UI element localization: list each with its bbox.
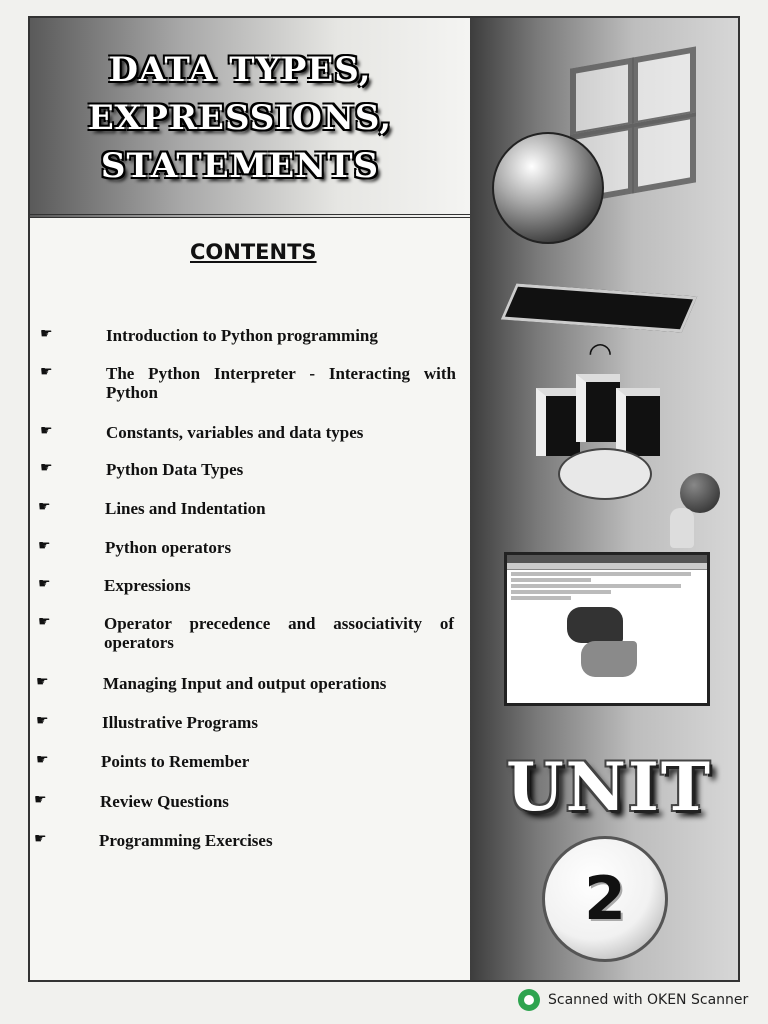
contents-item-label: Expressions [104, 576, 191, 595]
figure-icon [670, 508, 694, 548]
scanner-watermark [518, 988, 748, 1012]
contents-item-label: Operator precedence and associativity of operators [104, 614, 454, 652]
contents-item-label: Programming Exercises [99, 831, 273, 850]
contents-item-label: Review Questions [100, 792, 229, 811]
pointing-hand-icon: ☛ [40, 460, 53, 476]
contents-item-label: Illustrative Programs [102, 713, 258, 732]
contents-item-label: Points to Remember [101, 752, 250, 771]
scanner-logo-icon [518, 989, 540, 1011]
contents-item-label: Constants, variables and data types [106, 423, 364, 442]
contents-item-label: Python Data Types [106, 460, 244, 479]
pointing-hand-icon: ☛ [36, 674, 49, 690]
title-banner [30, 18, 470, 218]
contents-item-label: Python operators [105, 538, 232, 557]
python-shell-screenshot [504, 552, 710, 706]
pointing-hand-icon: ☛ [36, 713, 49, 729]
unit-number-badge: 2 [542, 836, 668, 962]
pointing-hand-icon: ☛ [38, 576, 51, 592]
wifi-icon: ◠ [588, 336, 613, 369]
scanner-watermark-text: Scanned with OKEN Scanner [548, 992, 749, 1008]
chapter-title-line-2: EXPRESSIONS, [87, 98, 393, 138]
python-logo-icon [561, 603, 641, 683]
contents-item-label: The Python Interpreter - Interacting with Python [106, 364, 456, 402]
brain-icon [558, 448, 652, 500]
pointing-hand-icon: ☛ [38, 538, 51, 554]
globe-icon [492, 132, 604, 244]
contents-heading: CONTENTS [190, 240, 317, 264]
figure-carrying-globe-icon [680, 473, 720, 513]
pointing-hand-icon: ☛ [40, 423, 53, 439]
unit-label: UNIT [506, 748, 712, 826]
tablet-icon [501, 284, 697, 333]
pointing-hand-icon: ☛ [34, 792, 47, 808]
pointing-hand-icon: ☛ [38, 614, 51, 630]
pointing-hand-icon: ☛ [38, 499, 51, 515]
contents-item-label: Lines and Indentation [105, 499, 266, 518]
decorative-sidebar [470, 18, 740, 982]
chapter-title-line-1: DATA TYPES, [108, 50, 372, 90]
chapter-title-line-3: STATEMENTS [100, 146, 380, 186]
pointing-hand-icon: ☛ [40, 326, 53, 342]
chapter-title [70, 46, 410, 190]
book-page [28, 16, 740, 982]
pointing-hand-icon: ☛ [34, 831, 47, 847]
pointing-hand-icon: ☛ [36, 752, 49, 768]
contents-item-label: Managing Input and output operations [103, 674, 387, 693]
contents-item-label: Introduction to Python programming [106, 326, 378, 345]
pointing-hand-icon: ☛ [40, 364, 53, 380]
